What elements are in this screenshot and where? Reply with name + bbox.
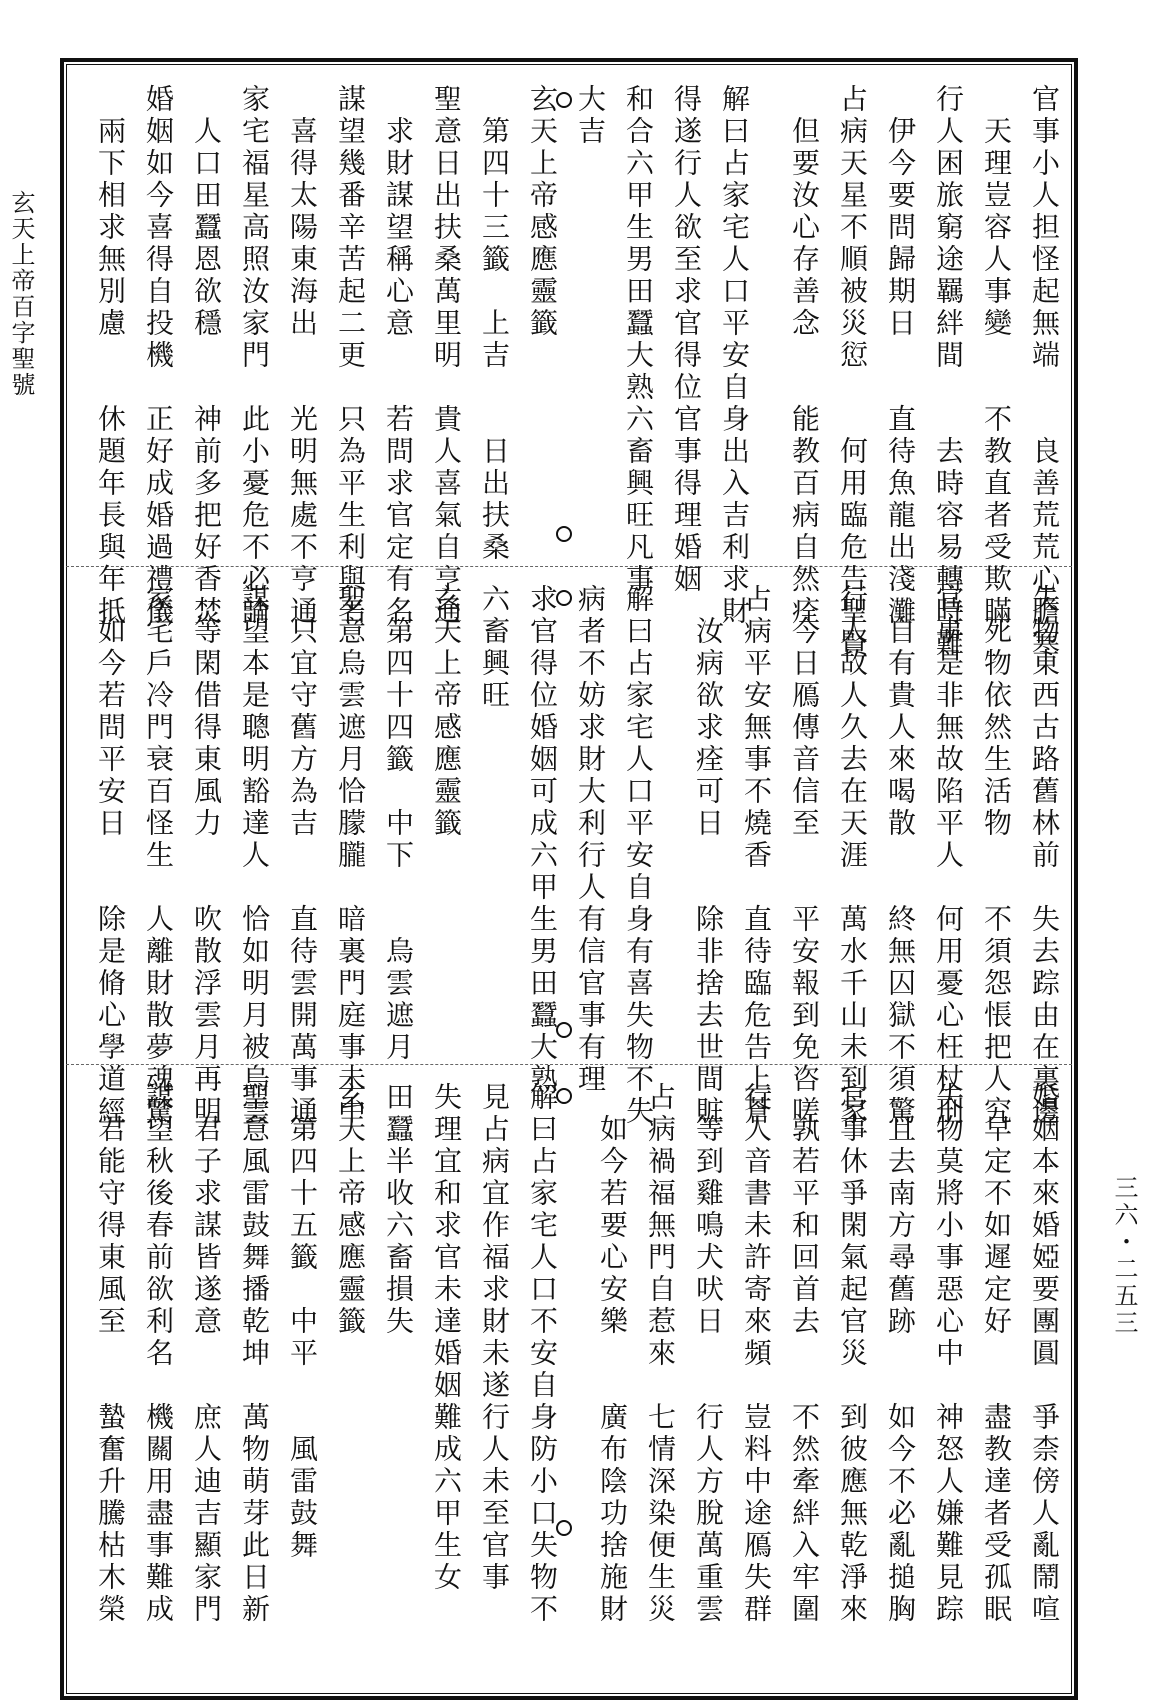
text-column: 家宅戶冷門衰百怪生 人離財散夢魂驚: [142, 584, 175, 1128]
text-column: 自有貴人來喝散 終無囚獄不須驚: [884, 584, 917, 1128]
text-column: 汝病欲求痊可日 除非捨去世間賍: [692, 584, 725, 1128]
text-column: 行人困旅窮途羈絆間 去時容易轉時難: [932, 84, 965, 660]
text-column: 求官得位婚姻可成六甲生男田蠶大熟: [526, 584, 559, 1096]
text-column: 玄天上帝感應靈籤: [430, 584, 463, 840]
text-column: 君能守得東風至 蟄奮升騰枯木榮: [94, 1082, 127, 1626]
text-column: 只宜守舊方為吉 直待雲開萬事通: [286, 584, 319, 1128]
text-column: 君子求謀皆遂意 庶人迪吉顯家門: [190, 1082, 223, 1626]
text-column: 失物東西古路舊林前 失去踪由在裏邊: [1028, 584, 1061, 1128]
text-column: 等到雞鳴犬吠日 行人方脫萬重雲: [692, 1082, 725, 1626]
text-column: 死物依然生活物 不須怨悵把人究: [980, 584, 1013, 1128]
text-column: 見占病宜作福求財未遂行人未至官事: [478, 1082, 511, 1594]
text-column: 如今若要心安樂 廣布陰功捨施財: [596, 1082, 629, 1626]
text-column: 且去南方尋舊跡 如今不必亂搥胸: [884, 1082, 917, 1626]
text-column: 第四十三籤 上吉 日出扶桑: [478, 84, 511, 564]
section-43: [72, 84, 1068, 660]
text-column: 聖意日出扶桑萬里明 貴人喜氣自亨通: [430, 84, 463, 628]
circle-marker: [556, 1088, 572, 1104]
text-column: 喜得太陽東海出 光明無處不亨通: [286, 84, 319, 628]
text-column: 兩下相求無別慮 休題年長與年抵: [94, 84, 127, 628]
text-column: 孰若平和回首去 不然牽絆入牢圍: [788, 1082, 821, 1626]
text-column: 婚姻本來婚婭要團圓 爭柰傍人亂鬧喧: [1028, 1082, 1061, 1626]
text-column: 占病禍福無門自惹來 七情深染便生災: [644, 1082, 677, 1626]
text-column: 占病平安無事不燒香 直待臨危告上蒼: [740, 584, 773, 1128]
text-column: 伊今要問歸期日 直待魚龍出淺灘: [884, 84, 917, 628]
text-column: 行人故人久去在天涯 萬水千山未到家: [836, 584, 869, 1128]
section-44: [72, 584, 1068, 1128]
text-column: 解曰占家宅人口平安自身有喜失物不失: [622, 584, 655, 1128]
text-column: 大吉: [574, 84, 607, 148]
text-column: 婚姻如今喜得自投機 正好成婚過禮儀: [142, 84, 175, 628]
text-column: 人口田蠶恩欲穩 神前多把好香焚: [190, 84, 223, 628]
circle-marker: [556, 1022, 572, 1038]
circle-marker: [556, 526, 572, 542]
text-column: 今日鴈傳音信至 平安報到免咨嗟: [788, 584, 821, 1128]
text-column: 但要汝心存善念 能教百病自然痊: [788, 84, 821, 628]
text-column: 行人音書未許寄來頻 豈料中途鴈失群: [740, 1082, 773, 1626]
section-45: [72, 1082, 1068, 1682]
text-column: 六畜興旺: [478, 584, 511, 712]
text-column: 謀望秋後春前欲利名 機關用盡事難成: [142, 1082, 175, 1626]
text-column: 占病天星不順被災愆 何用臨危告聖賢: [836, 84, 869, 660]
text-column: 謀望幾番辛苦起二更 只為平生利與名: [334, 84, 367, 628]
text-column: 玄天上帝感應靈籤: [526, 84, 559, 340]
text-column: 第四十四籤 中下 烏雲遮月: [382, 584, 415, 1064]
text-column: 病者不妨求財大利行人有信官事有理: [574, 584, 607, 1096]
text-column: 解曰占家宅人口不安自身防小口失物不: [526, 1082, 559, 1626]
text-column: 謀望本是聰明豁達人 恰如明月被烏雲: [238, 584, 271, 1128]
text-column: 求財謀望稱心意 若問求官定有名: [382, 84, 415, 628]
text-column: 和合六甲生男田蠶大熟六畜興旺凡事: [622, 84, 655, 596]
text-column: 解曰占家宅人口平安自身出入吉利求財: [718, 84, 751, 628]
text-column: 玄天上帝感應靈籤: [334, 1082, 367, 1338]
text-column: 天理豈容人事變 不教直者受欺瞞: [980, 84, 1013, 628]
text-column: 家宅福星高照汝家門 此小憂危不必論: [238, 84, 271, 628]
text-column: 得遂行人欲至求官得位官事得理婚姻: [670, 84, 703, 596]
text-column: 聖意風雷鼓舞播乾坤 萬物萌芽此日新: [238, 1082, 271, 1626]
text-column: 失理宜和求官未達婚姻難成六甲生女: [430, 1082, 463, 1594]
circle-marker: [556, 92, 572, 108]
text-column: 如今若問平安日 除是脩心學道經: [94, 584, 127, 1128]
text-column: 等閑借得東風力 吹散浮雲月再明: [190, 584, 223, 1128]
margin-page-number: 三六・二五三: [1110, 1175, 1138, 1337]
text-column: 田蠶半收六畜損失: [382, 1082, 415, 1338]
text-column: 聖意烏雲遮月恰朦朧 暗裏門庭事未中: [334, 584, 367, 1128]
text-column: 第四十五籤 中平 風雷鼓舞: [286, 1082, 319, 1562]
text-column: 失物莫將小事惡心中 神怒人嫌難見踪: [932, 1082, 965, 1626]
circle-marker: [556, 1520, 572, 1536]
text-column: 官事是非無故陷平人 何用憂心枉杖刑: [932, 584, 965, 1128]
text-column: 官事休爭閑氣起官災 到彼應無乾淨來: [836, 1082, 869, 1626]
circle-marker: [556, 590, 572, 606]
text-column: 早定不如遲定好 盡教達者受孤眠: [980, 1082, 1013, 1626]
text-column: 官事小人担怪起無端 良善荒荒心膽寒: [1028, 84, 1061, 660]
margin-book-title: 玄天上帝百字聖號: [7, 190, 35, 398]
